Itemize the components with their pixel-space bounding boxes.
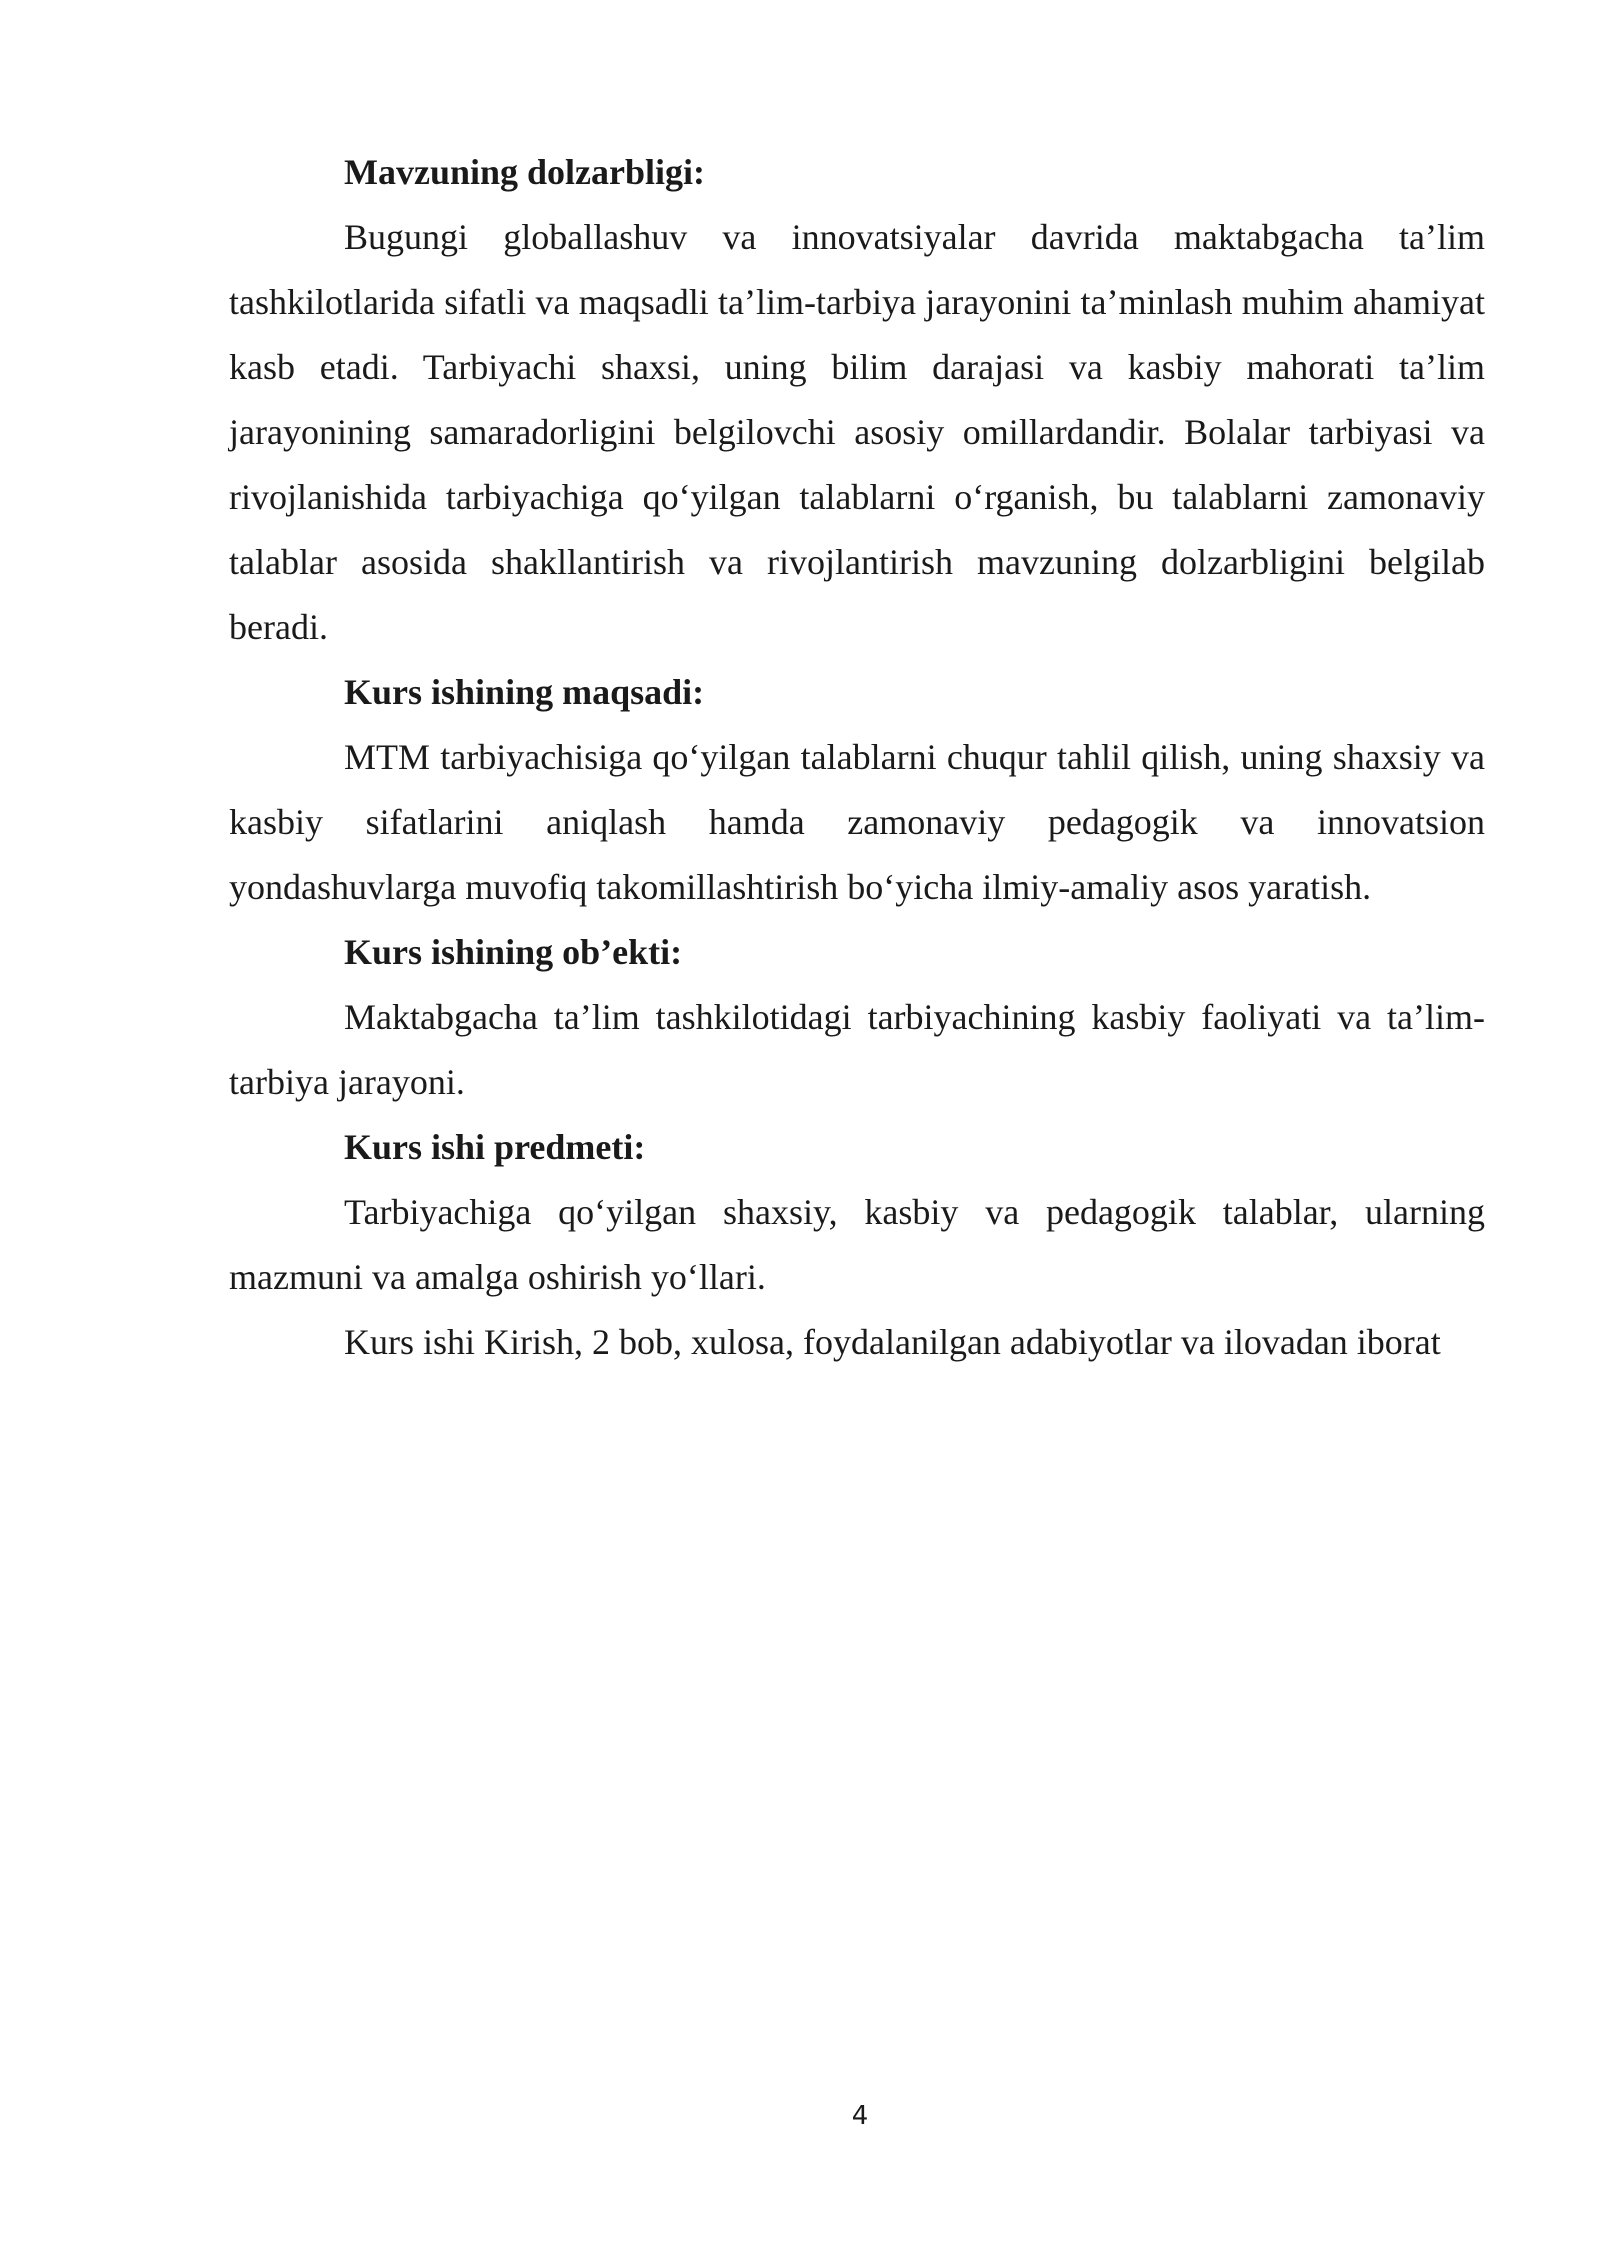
document-page-body <box>229 140 1485 1375</box>
section-heading-obekt: Kurs ishining ob’ekti: <box>344 932 683 972</box>
closing-paragraph: Kurs ishi Kirish, 2 bob, xulosa, foydalanilgan adabiyotlar va ilovadan iborat <box>344 1322 1441 1362</box>
section-heading-dolzarblik: Mavzuning dolzarbligi: <box>344 152 706 192</box>
section-paragraph-predmet: Tarbiyachiga qo‘yilgan shaxsiy, kasbiy va pedagogik talablar, ularning mazmuni va amalga oshirish yo‘llari. <box>229 1192 1485 1297</box>
section-heading-predmet: Kurs ishi predmeti: <box>344 1127 646 1167</box>
section-paragraph-dolzarblik: Bugungi globallashuv va innovatsiyalar davrida maktabgacha ta’lim tashkilotlarida sifatli va maqsadli ta’lim-tarbiya jarayonini ta’minlash muhim ahamiyat kasb etadi. Tarbiyachi shaxsi, uning bilim darajasi va kasbiy mahorati ta’lim jarayonining samaradorligini belgilovchi asosiy omillardandir. Bolalar tarbiyasi va rivojlanishida tarbiyachiga qo‘yilgan talablarni o‘rganish, bu talablarni zamonaviy talablar asosida shakllantirish va rivojlantirish mavzuning dolzarbligini belgilab beradi. <box>229 217 1485 647</box>
page-number: 4 <box>851 2101 869 2131</box>
section-paragraph-maqsad: MTM tarbiyachisiga qo‘yilgan talablarni chuqur tahlil qilish, uning shaxsiy va kasbiy sifatlarini aniqlash hamda zamonaviy pedagogik va innovatsion yondashuvlarga muvofiq takomillashtirish bo‘yicha ilmiy-amaliy asos yaratish. <box>229 737 1485 907</box>
section-paragraph-obekt: Maktabgacha ta’lim tashkilotidagi tarbiyachining kasbiy faoliyati va ta’lim-tarbiya jarayoni. <box>229 997 1485 1102</box>
section-heading-maqsad: Kurs ishining maqsadi: <box>344 672 705 712</box>
